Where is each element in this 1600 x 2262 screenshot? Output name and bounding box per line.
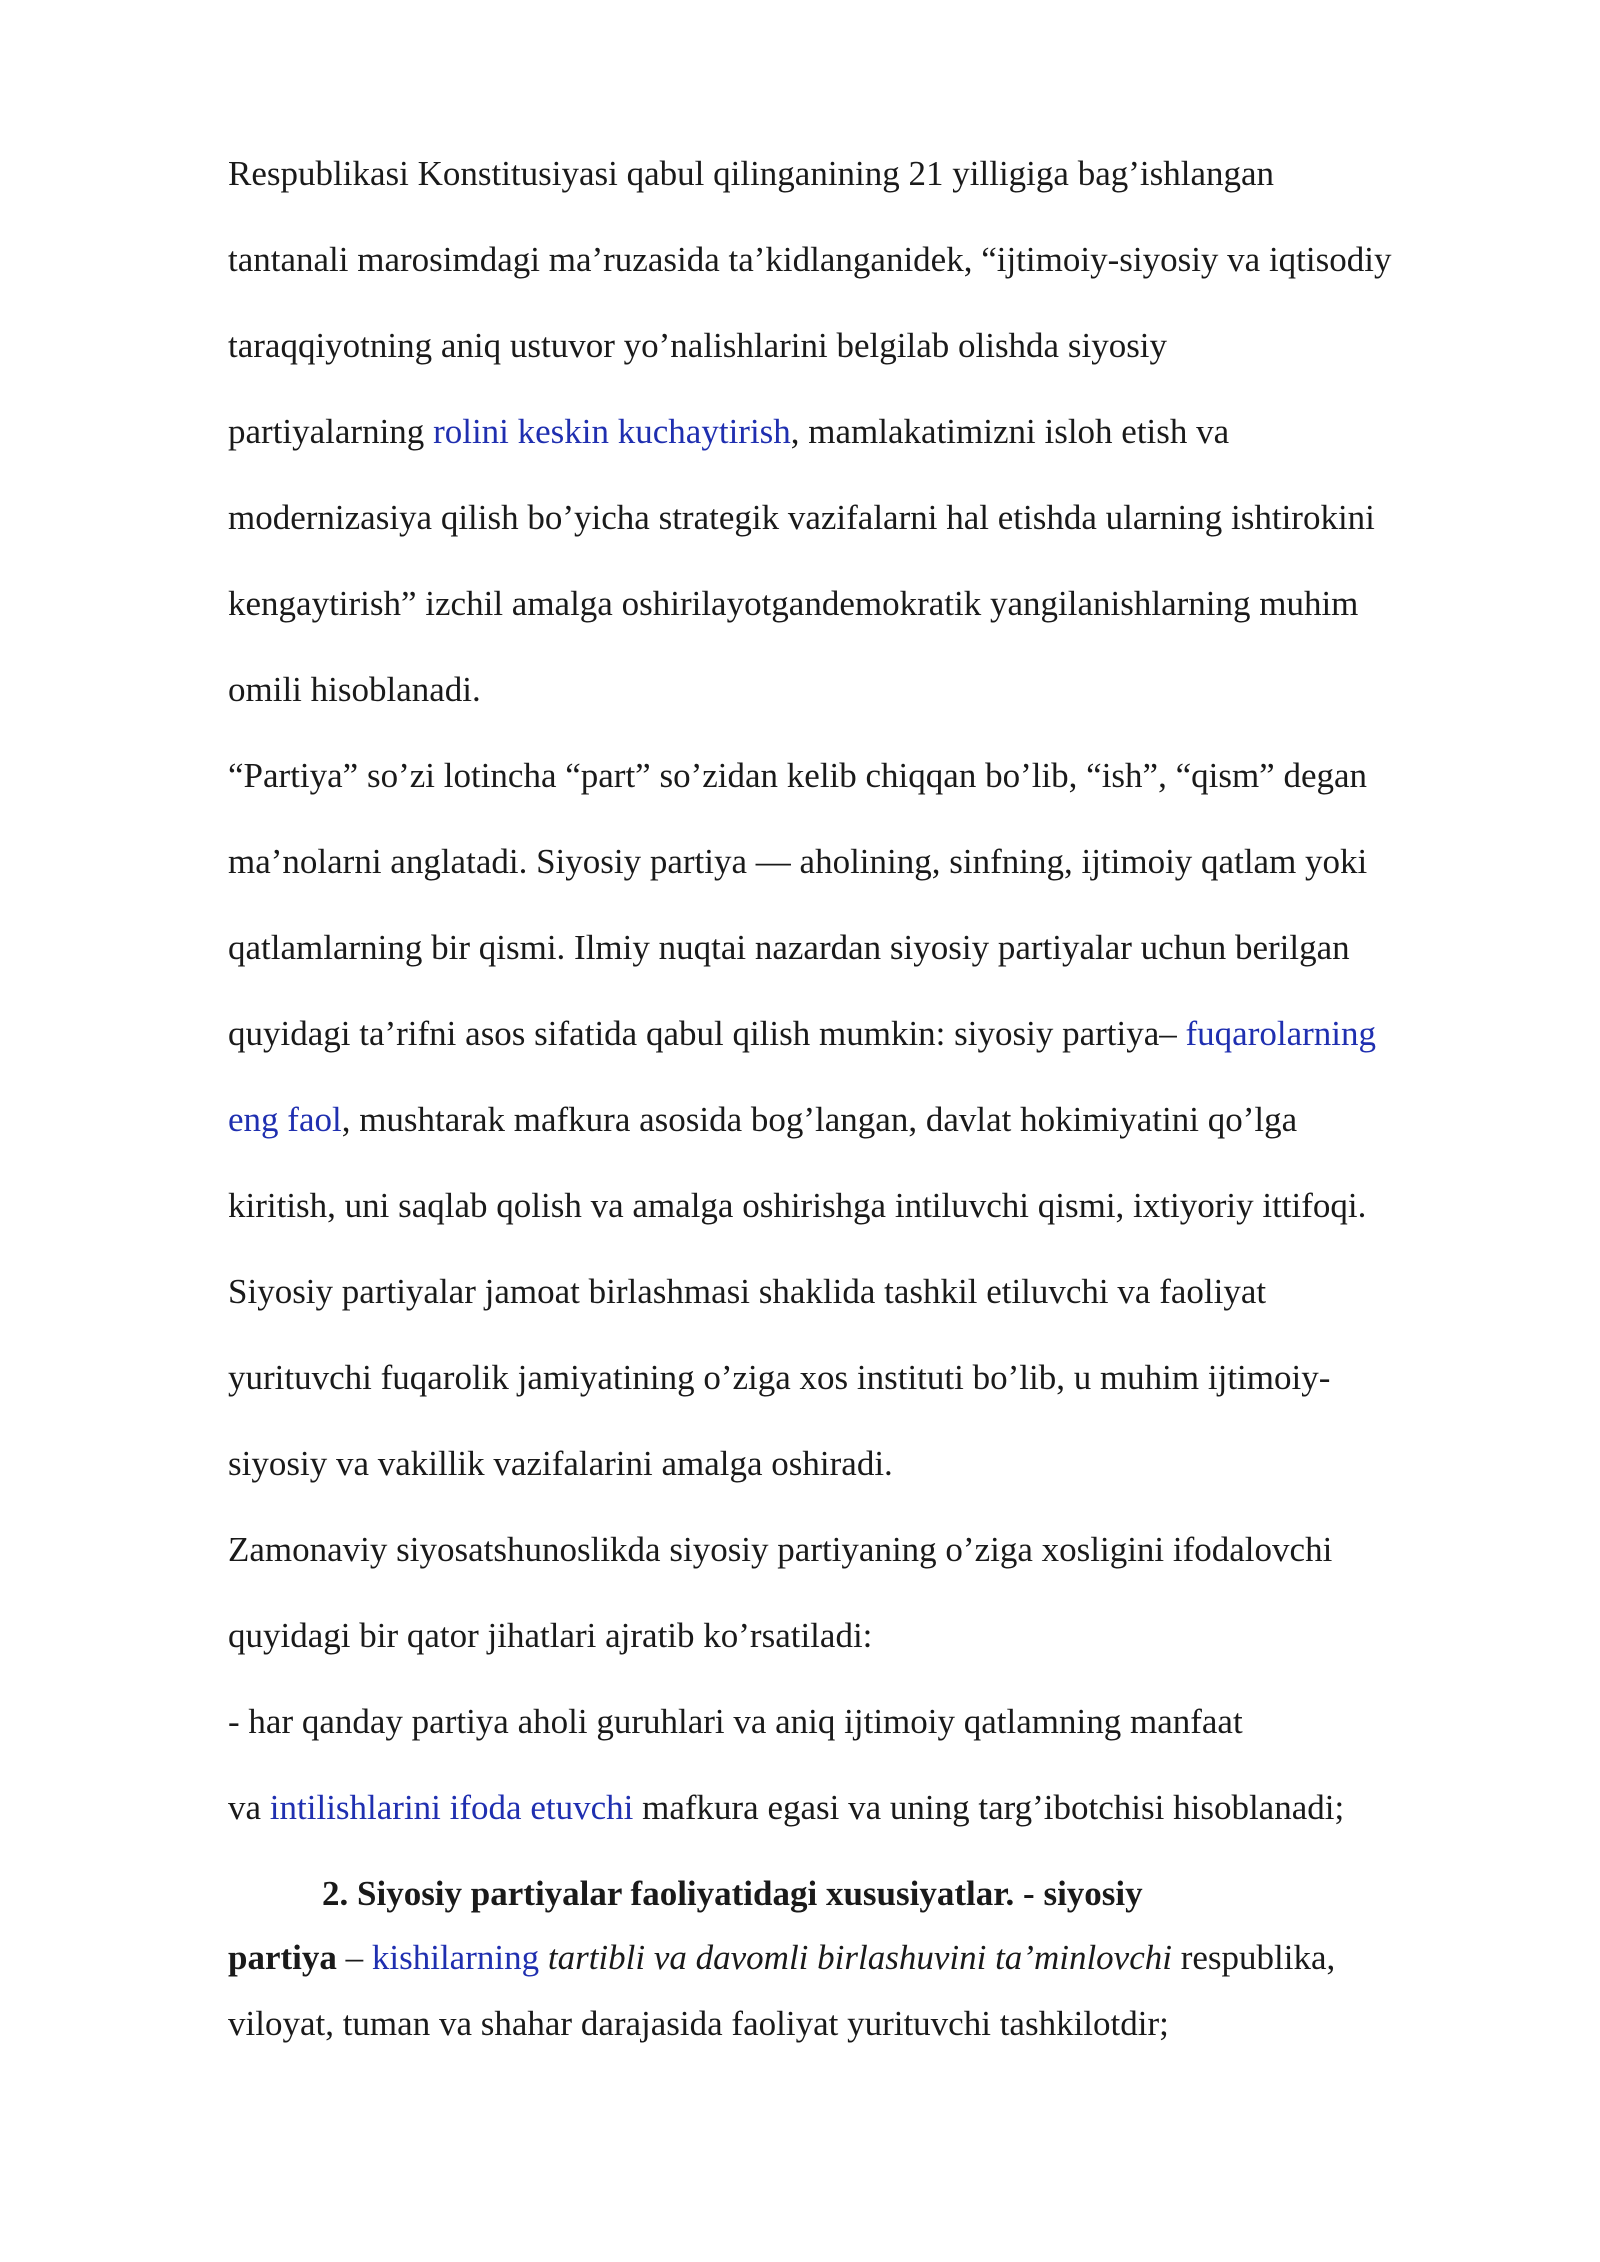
paragraph-line — [228, 1936, 1335, 1980]
paragraph-line: siyosiy va vakillik vazifalarini amalga oshiradi. — [228, 1444, 893, 1483]
hyperlink-eng-faol[interactable]: eng faol — [228, 1100, 342, 1139]
section-heading: 2. Siyosiy partiyalar faoliyatidagi xususiyatlar. - siyosiy — [322, 1874, 1143, 1913]
text-run: quyidagi ta’rifni asos sifatida qabul qilish mumkin: siyosiy partiya– — [228, 1014, 1186, 1053]
paragraph-line: modernizasiya qilish bo’yicha strategik vazifalarni hal etishda ularning ishtirokini — [228, 498, 1375, 537]
text-run: partiyalarning — [228, 412, 434, 451]
hyperlink-intilishlarini[interactable]: intilishlarini ifoda etuvchi — [269, 1788, 634, 1827]
paragraph-line: quyidagi bir qator jihatlari ajratib ko’rsatiladi: — [228, 1616, 873, 1655]
list-item-line: - har qanday partiya aholi guruhlari va aniq ijtimoiy qatlamning manfaat — [228, 1702, 1243, 1741]
paragraph-line — [228, 410, 1229, 454]
paragraph-line: omili hisoblanadi. — [228, 670, 481, 709]
text-run: mafkura egasi va uning targ’ibotchisi hisoblanadi; — [633, 1788, 1345, 1827]
paragraph-line: Zamonaviy siyosatshunoslikda siyosiy partiyaning o’ziga xosligini ifodalovchi — [228, 1530, 1333, 1569]
paragraph-line: qatlamlarning bir qismi. Ilmiy nuqtai nazardan siyosiy partiyalar uchun berilgan — [228, 928, 1350, 967]
text-run-italic: tartibli va davomli birlashuvini ta’minlovchi — [547, 1938, 1172, 1977]
paragraph-line: taraqqiyotning aniq ustuvor yo’nalishlarini belgilab olishda siyosiy — [228, 326, 1168, 365]
text-run: va — [228, 1788, 270, 1827]
text-run: , mamlakatimizni isloh etish va — [790, 412, 1230, 451]
paragraph-line: kengaytirish” izchil amalga oshirilayotgandemokratik yangilanishlarning muhim — [228, 584, 1359, 623]
paragraph-line: “Partiya” so’zi lotincha “part” so’zidan kelib chiqqan bo’lib, “ish”, “qism” degan — [228, 756, 1368, 795]
paragraph-line: yurituvchi fuqarolik jamiyatining o’ziga xos instituti bo’lib, u muhim ijtimoiy- — [228, 1358, 1331, 1397]
paragraph-line: Respublikasi Konstitusiyasi qabul qilinganining 21 yilligiga bag’ishlangan — [228, 154, 1275, 193]
text-run: respublika, — [1171, 1938, 1336, 1977]
hyperlink-fuqarolarning[interactable]: fuqarolarning — [1185, 1014, 1376, 1053]
text-run-bold: partiya — [228, 1938, 337, 1977]
text-run: – — [336, 1938, 372, 1977]
text-run: , mushtarak mafkura asosida bog’langan, davlat hokimiyatini qo’lga — [341, 1100, 1298, 1139]
paragraph-line: ma’nolarni anglatadi. Siyosiy partiya — aholining, sinfning, ijtimoiy qatlam yoki — [228, 842, 1368, 881]
list-item-line — [228, 1786, 1344, 1830]
text-run — [539, 1938, 548, 1977]
hyperlink-kishilarning[interactable]: kishilarning — [371, 1938, 540, 1977]
hyperlink-rolini[interactable]: rolini keskin kuchaytirish — [433, 412, 791, 451]
paragraph-line: viloyat, tuman va shahar darajasida faoliyat yurituvchi tashkilotdir; — [228, 2004, 1169, 2043]
paragraph-line — [228, 1012, 1376, 1056]
paragraph-line — [228, 1098, 1297, 1142]
paragraph-line: Siyosiy partiyalar jamoat birlashmasi shaklida tashkil etiluvchi va faoliyat — [228, 1272, 1267, 1311]
paragraph-line: kiritish, uni saqlab qolish va amalga oshirishga intiluvchi qismi, ixtiyoriy ittifoqi. — [228, 1186, 1367, 1225]
paragraph-line: tantanali marosimdagi ma’ruzasida ta’kidlanganidek, “ijtimoiy-siyosiy va iqtisodiy — [228, 240, 1392, 279]
